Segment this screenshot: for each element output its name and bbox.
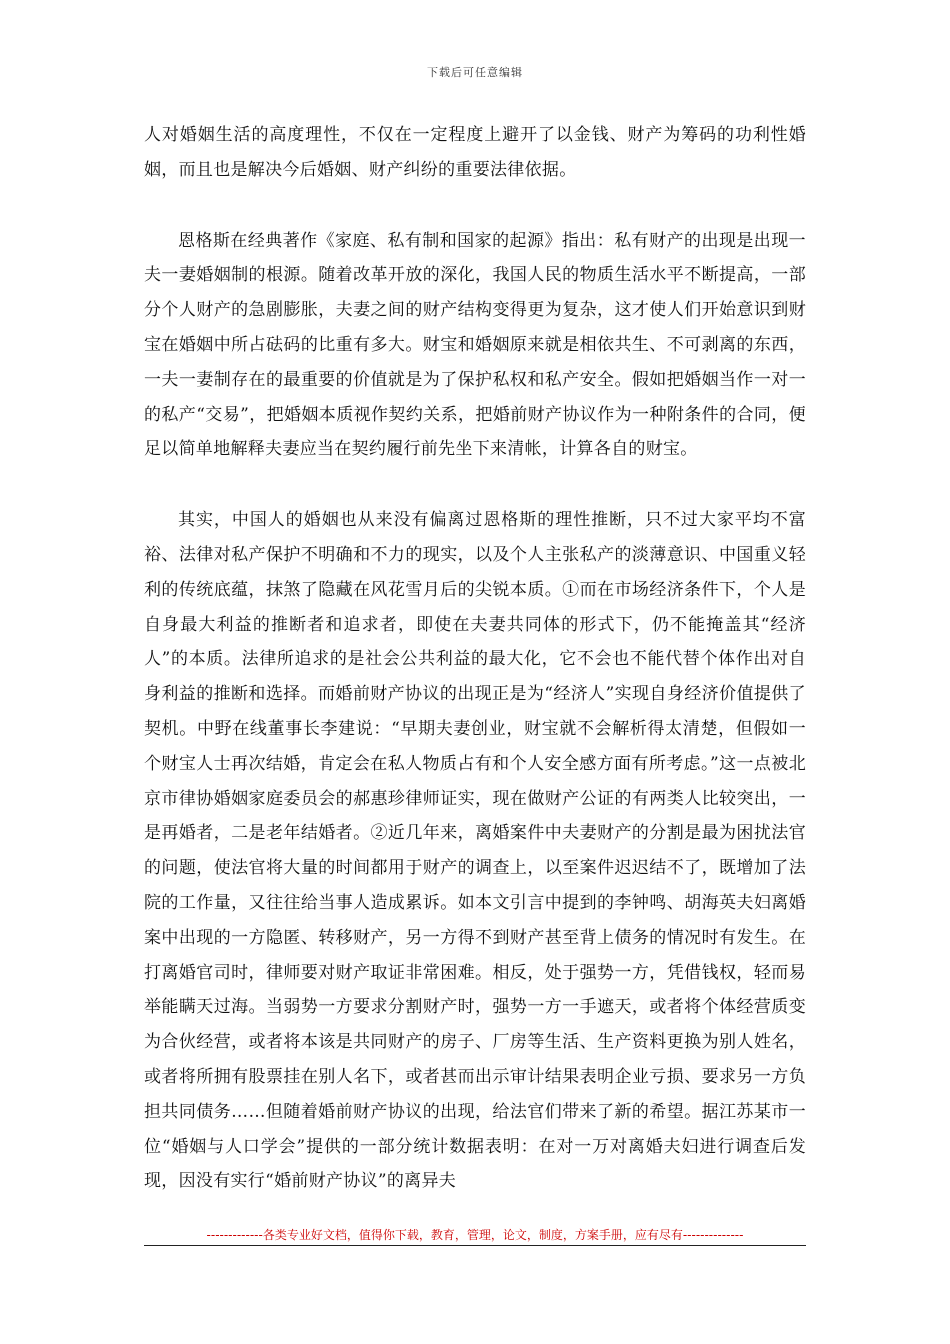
- paragraph-engels: 恩格斯在经典著作《家庭、私有制和国家的起源》指出：私有财产的出现是出现一夫一妻婚姻制的根源。随着改革开放的深化，我国人民的物质生活水平不断提高，一部分个人财产的急剧膨胀，夫妻之间的财产结构变得更为复杂，这才使人们开始意识到财宝在婚姻中所占砝码的比重有多大。财宝和婚姻原来就是相依共生、不可剥离的东西，一夫一妻制存在的最重要的价值就是为了保护私权和私产安全。假如把婚姻当作一对一的私产“交易”，把婚姻本质视作契约关系，把婚前财产协议作为一种附条件的合同，便足以简单地解释夫妻应当在契约履行前先坐下来清帐，计算各自的财宝。: [144, 230, 806, 460]
- paragraph-spacer: [144, 467, 806, 503]
- footer-divider: [144, 1245, 806, 1246]
- footer-banner: -------------各类专业好文档，值得你下载，教育，管理，论文，制度，方案手册，应有尽有--------------: [206, 1228, 744, 1242]
- paragraph-chinese-marriage: 其实，中国人的婚姻也从来没有偏离过恩格斯的理性推断，只不过大家平均不富裕、法律对私产保护不明确和不力的现实，以及个人主张私产的淡薄意识、中国重义轻利的传统底蕴，抹煞了隐藏在风花雪月后的尖锐本质。①而在市场经济条件下，个人是自身最大利益的推断者和追求者，即使在夫妻共同体的形式下，仍不能掩盖其“经济人”的本质。法律所追求的是社会公共利益的最大化，它不会也不能代替个体作出对自身利益的推断和选择。而婚前财产协议的出现正是为“经济人”实现自身经济价值提供了契机。中野在线董事长李建说：“早期夫妻创业，财宝就不会解析得太清楚，但假如一个财宝人士再次结婚，肯定会在私人物质占有和个人安全感方面有所考虑。”这一点被北京市律协婚姻家庭委员会的郝惠珍律师证实，现在做财产公证的有两类人比较突出，一是再婚者，二是老年结婚者。②近几年来，离婚案件中夫妻财产的分割是最为困扰法官的问题，使法官将大量的时间都用于财产的调查上，以至案件迟迟结不了，既增加了法院的工作量，又往往给当事人造成累诉。如本文引言中提到的李钟鸣、胡海英夫妇离婚案中出现的一方隐匿、转移财产，另一方得不到财产甚至背上债务的情况时有发生。在打离婚官司时，律师要对财产取证非常困难。相反，处于强势一方，凭借钱权，轻而易举能瞒天过海。当弱势一方要求分割财产时，强势一方一手遮天，或者将个体经营质变为合伙经营，或者将本该是共同财产的房子、厂房等生活、生产资料更换为别人姓名，或者将所拥有股票挂在别人名下，或者甚而出示审计结果表明企业亏损、要求另一方负担共同债务……但随着婚前财产协议的出现，给法官们带来了新的希望。据江苏某市一位“婚姻与人口学会”提供的一部分统计数据表明：在对一万对离婚夫妇进行调查后发现，因没有实行“婚前财产协议”的离异夫: [144, 510, 806, 1192]
- document-body: [144, 118, 806, 1199]
- page-header: 下载后可任意编辑: [427, 66, 523, 79]
- paragraph-spacer: [144, 188, 806, 224]
- paragraph-continuation: 人对婚姻生活的高度理性，不仅在一定程度上避开了以金钱、财产为筹码的功利性婚姻，而且也是解决今后婚姻、财产纠纷的重要法律依据。: [144, 125, 806, 180]
